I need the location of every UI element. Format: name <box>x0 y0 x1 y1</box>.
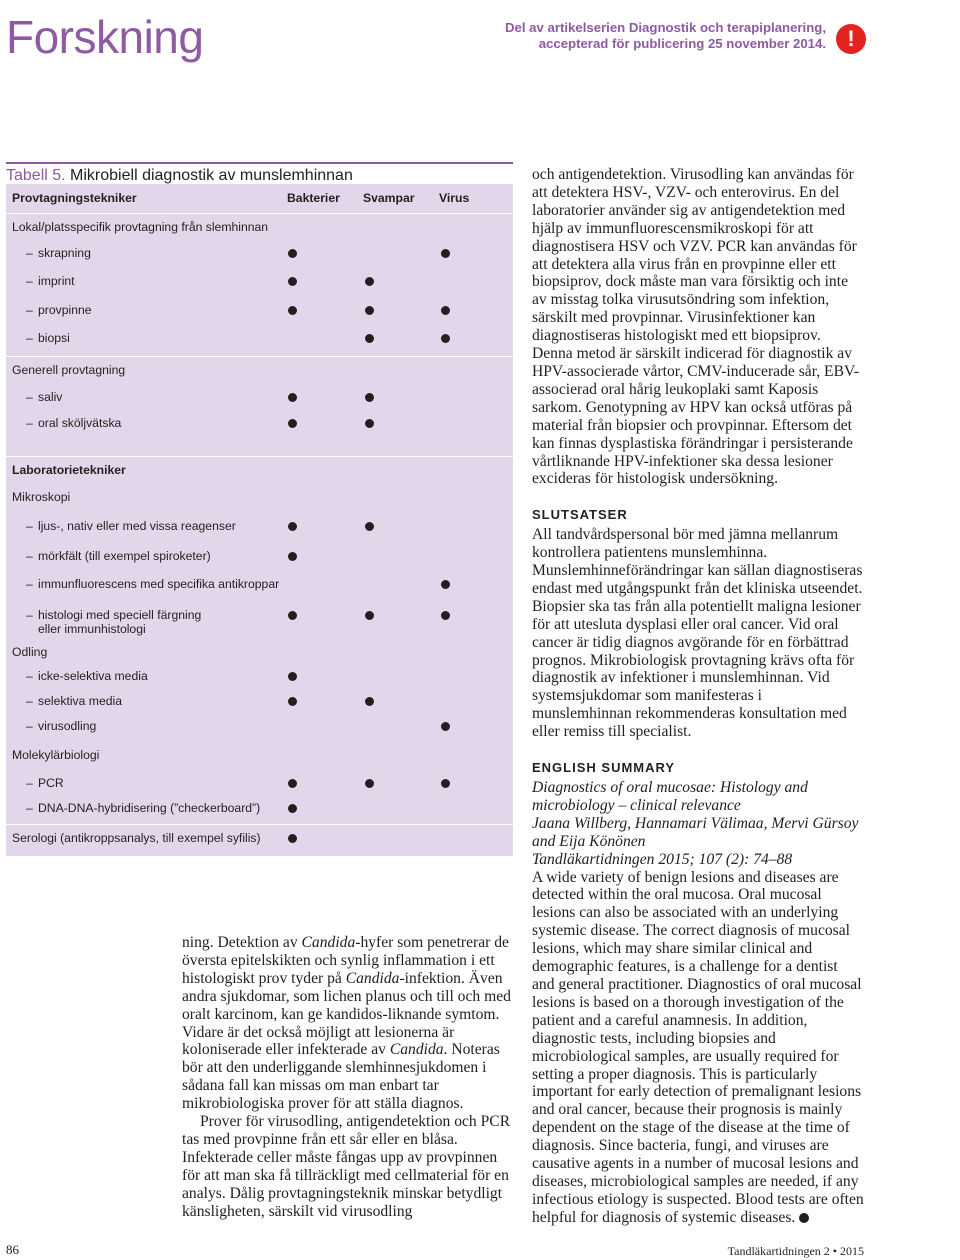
bacteria-mark-icon <box>288 249 297 258</box>
middle-text-column <box>182 934 514 1221</box>
row-label-text: virusodling <box>38 719 97 733</box>
bacteria-mark-icon <box>288 611 297 620</box>
virus-mark-icon <box>441 722 450 731</box>
table-row <box>6 694 513 714</box>
text-span: . Noteras bör att den underliggande slemhinnesjukdomen i sådana fall kan missas om man enbart tar mikrobiologiska prover för att ställa diagnos. <box>182 1041 500 1113</box>
table-row <box>6 213 513 240</box>
journal-footer: Tandläkartidningen 2 • 2015 <box>727 1244 864 1258</box>
table-row <box>6 331 513 351</box>
table-label: Tabell 5. <box>6 167 66 184</box>
table-row <box>6 274 513 294</box>
right-text-column <box>532 166 864 1227</box>
row-label <box>26 577 279 591</box>
row-label <box>26 608 201 636</box>
summary-text: A wide variety of benign lesions and diseases are detected within the oral mucosa. Oral mucosal lesions can also be associated with an underlying systemic disease. The correct diagnosis of mucosal lesions, which may share similar clinical and demographic features, is a challenge for a dentist and general practitioner. Diagnostics of oral mucosal lesions is based on a thorough investigation of the patient and a careful anamnesis. In addition, diagnostic tests, including biopsies and microbiological samples, are usually required for setting a proper diagnosis. This is particularly important for early detection of premalignant lesions and oral cancer, because their prognosis is mainly dependent on the stage of the disease at the time of diagnosis. Since bacteria, fungi, and viruses are causative agents in a number of mucosal lesions and diseases, microbiological samples are needed, if any infectious etiology is suspected. Blood tests are often helpful for diagnosis of systemic diseases. <box>532 868 864 1226</box>
row-label <box>26 549 211 563</box>
candida-term: Candida <box>389 1041 444 1059</box>
row-label <box>26 331 70 345</box>
virus-mark-icon <box>441 306 450 315</box>
table-row <box>6 416 513 436</box>
row-label <box>26 669 148 683</box>
row-label <box>26 246 91 260</box>
virus-mark-icon <box>441 779 450 788</box>
table-row <box>6 549 513 569</box>
row-label <box>26 801 260 815</box>
table-row <box>6 356 513 383</box>
virus-diagnostics-paragraph: och antigendetektion. Virusodling kan användas för att detektera HSV-, VZV- och enterovirus. En del laboratorier använder sig av antigendetektion med hjälp av immunfluorescensmikroskopi för att diagnostisera HSV och VZV. PCR kan användas för att detektera alla virus från en provpinne eller ett biopsiprov, dock måste man vara försiktig och inte av misstag tolka virusutsöndring som infektion, särskilt med provpinnar. Virusinfektioner kan diagnostiseras histologiskt med ett biopsiprov. Denna metod är särskilt indicerad för diagnostik av HPV-associerade vårtor, CMV-inducerade sår, EBV-associerad oral hårig leukoplaki samt Kaposis sarkom. Genotypning av HPV kan också utföras på material från biopsier och provpinnar. Eftersom det kan finnas dysplastiska förändringar i persisterande vårtliknande HPV-infektioner ska dessa lesioner excideras för histologisk undersökning. <box>532 166 860 488</box>
row-label-text-line2: eller immunhistologi <box>38 622 146 636</box>
row-label: Laboratorietekniker <box>12 463 126 477</box>
row-label <box>26 390 62 404</box>
conclusions-heading: SLUTSATSER <box>532 507 628 523</box>
fungi-mark-icon <box>365 334 374 343</box>
table-row <box>6 824 513 851</box>
fungi-mark-icon <box>365 697 374 706</box>
candida-term: Candida <box>301 934 356 951</box>
fungi-mark-icon <box>365 611 374 620</box>
row-label <box>26 303 92 317</box>
column-header-technique: Provtagningstekniker <box>12 191 137 205</box>
bacteria-mark-icon <box>288 306 297 315</box>
bacteria-mark-icon <box>288 804 297 813</box>
summary-citation: Tandläkartidningen 2015; 107 (2): 74–88 <box>532 850 793 868</box>
row-label <box>26 274 75 288</box>
table-row <box>6 390 513 410</box>
end-mark-icon <box>799 1213 809 1223</box>
candida-paragraph <box>182 934 514 1113</box>
table-row <box>6 519 513 539</box>
english-summary-heading: ENGLISH SUMMARY <box>532 760 676 776</box>
row-label-text: skrapning <box>38 246 91 260</box>
summary-text-wrap <box>532 869 864 1227</box>
table-row <box>6 776 513 796</box>
virus-mark-icon <box>441 249 450 258</box>
bacteria-mark-icon <box>288 697 297 706</box>
text-span: -infektion. Även andra sjukdomar, som lichen planus och till och med oralt karcinom, kan ge kandidos-liknande symtom. Vidare är det också möjligt att lesionerna är koloniserade eller infekterade av <box>182 969 511 1059</box>
virus-sampling-paragraph: Prover för virusodling, antigendetektion och PCR tas med provpinne från ett sår eller en blåsa. Infekterade celler måste fångas upp av provpinnen för att man ska få tillräckligt med cellmaterial för en analys. Dålig provtagningsteknik minskar betydligt känsligheten, särskilt vid virusodling <box>182 1113 511 1220</box>
row-label-text: icke-selektiva media <box>38 669 148 683</box>
column-header-bacteria: Bakterier <box>287 191 340 205</box>
table-row <box>6 608 513 638</box>
article-series-note-line1: Del av artikelserien Diagnostik och terapiplanering, <box>504 20 826 35</box>
page-number: 86 <box>6 1242 19 1257</box>
row-label-text: biopsi <box>38 331 70 345</box>
fungi-mark-icon <box>365 779 374 788</box>
fungi-mark-icon <box>365 277 374 286</box>
table-row <box>6 719 513 739</box>
row-label-text: provpinne <box>38 303 92 317</box>
bacteria-mark-icon <box>288 552 297 561</box>
table-row <box>6 490 513 510</box>
bacteria-mark-icon <box>288 779 297 788</box>
table-row <box>6 645 513 665</box>
table-row <box>6 669 513 689</box>
row-label-text: selektiva media <box>38 694 122 708</box>
row-label <box>26 519 236 533</box>
row-label: Molekylärbiologi <box>12 748 100 762</box>
row-label: Serologi (antikroppsanalys, till exempel syfilis) <box>12 831 261 845</box>
row-label <box>26 776 64 790</box>
bacteria-mark-icon <box>288 419 297 428</box>
table-row <box>6 577 513 597</box>
row-label: Lokal/platsspecifik provtagning från slemhinnan <box>12 220 269 234</box>
virus-mark-icon <box>441 580 450 589</box>
row-label-text: mörkfält (till exempel spiroketer) <box>38 549 211 563</box>
row-label-text: oral sköljvätska <box>38 416 122 430</box>
text-span: ning. Detektion av <box>182 934 302 951</box>
row-label-text: immunfluorescens med specifika antikroppar <box>38 577 280 591</box>
row-label <box>26 416 121 430</box>
fungi-mark-icon <box>365 306 374 315</box>
table-title-text: Mikrobiell diagnostik av munslemhinnan <box>70 167 353 184</box>
row-label-text: imprint <box>38 274 75 288</box>
fungi-mark-icon <box>365 522 374 531</box>
column-header-virus: Virus <box>439 191 470 205</box>
bacteria-mark-icon <box>288 834 297 843</box>
table-body <box>6 184 513 856</box>
fungi-mark-icon <box>365 419 374 428</box>
virus-mark-icon <box>441 611 450 620</box>
article-series-note-line2: accepterad för publicering 25 november 2014. <box>538 36 826 51</box>
row-label-text: saliv <box>38 390 63 404</box>
table-row <box>6 748 513 768</box>
row-label: Generell provtagning <box>12 363 126 377</box>
conclusions-paragraph: All tandvårdspersonal bör med jämna mellanrum kontrollera patientens munslemhinna. Munslemhinneförändringar kan sällan diagnostiseras endast med utgångspunkt från det kliniska utseendet. Biopsier ska tas från alla potentiellt maligna lesioner för att utesluta dysplasi eller oral cancer. Vid oral cancer är tidig diagnos avgörande för en förbättrad prognos. Mikrobiologisk provtagning krävs ofta för diagnostik av infektioner i munslemhinnan. Vid systemsjukdomar som manifesteras i munslemhinnan rekommenderas konsultation med eller remiss till specialist. <box>532 526 863 741</box>
fungi-mark-icon <box>365 393 374 402</box>
text-span: -hyfer som penetrerar de översta epitelskikten och synlig inflammation i ett histologiskt prov tyder på <box>182 934 509 987</box>
section-title: Forskning <box>6 11 204 63</box>
row-label-text: histologi med speciell färgning <box>38 608 202 622</box>
table-row <box>6 303 513 323</box>
summary-title: Diagnostics of oral mucosae: Histology and microbiology – clinical relevance <box>532 779 808 814</box>
table-row <box>6 801 513 821</box>
bacteria-mark-icon <box>288 672 297 681</box>
table-header-row <box>6 191 513 211</box>
exclamation-icon: ! <box>836 24 866 54</box>
row-label-text: PCR <box>38 776 64 790</box>
row-label <box>26 694 122 708</box>
row-label-text: ljus-, nativ eller med vissa reagenser <box>38 519 236 533</box>
virus-mark-icon <box>441 334 450 343</box>
column-header-fungi: Svampar <box>363 191 415 205</box>
summary-authors: Jaana Willberg, Hannamari Välimaa, Mervi Gürsoy and Eija Könönen <box>532 814 859 850</box>
row-label-text: DNA-DNA-hybridisering (”checkerboard”) <box>38 801 261 815</box>
bacteria-mark-icon <box>288 393 297 402</box>
bacteria-mark-icon <box>288 277 297 286</box>
row-label: Mikroskopi <box>12 490 71 504</box>
table-row <box>6 456 513 483</box>
row-label: Odling <box>12 645 48 659</box>
bacteria-mark-icon <box>288 522 297 531</box>
candida-term: Candida <box>345 969 400 987</box>
table-row <box>6 246 513 266</box>
row-label <box>26 719 96 733</box>
article-series-note <box>505 20 826 52</box>
